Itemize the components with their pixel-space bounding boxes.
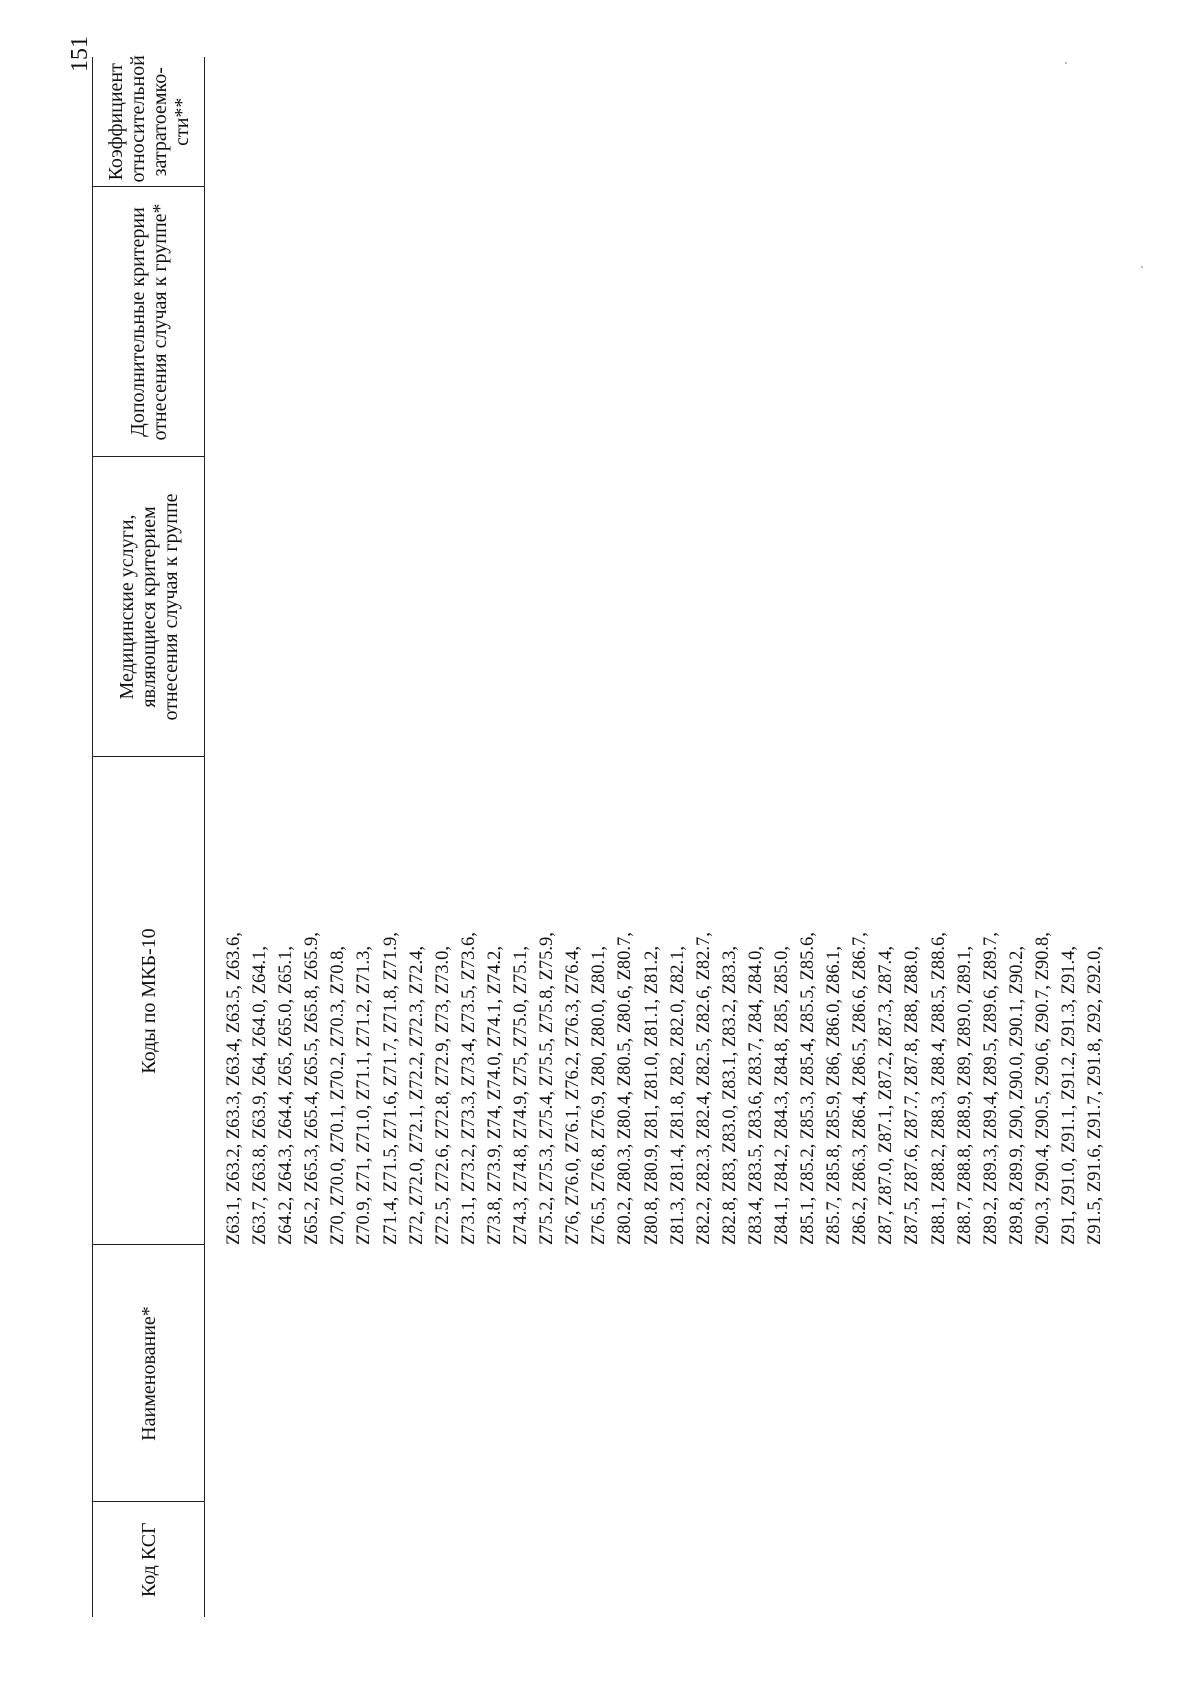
header-ksg-code: Код КСГ [93, 1502, 205, 1617]
cell-icd10-codes [205, 757, 1109, 1245]
icd10-code-line: Z70.9, Z71, Z71.0, Z71.1, Z71.2, Z71.3, [354, 945, 375, 1245]
icd10-code-line: Z74.3, Z74.8, Z74.9, Z75, Z75.0, Z75.1, [511, 945, 532, 1245]
icd10-code-line: Z63.1, Z63.2, Z63.3, Z63.4, Z63.5, Z63.6, [224, 932, 244, 1245]
icd10-code-line: Z73.8, Z73.9, Z74, Z74.0, Z74.1, Z74.2, [484, 945, 505, 1245]
icd10-code-line: Z84.1, Z84.2, Z84.3, Z84.8, Z85, Z85.0, [771, 945, 792, 1245]
icd10-code-line: Z65.2, Z65.3, Z65.4, Z65.5, Z65.8, Z65.9, [302, 932, 323, 1245]
icd10-code-line: Z75.2, Z75.3, Z75.4, Z75.5, Z75.8, Z75.9, [537, 932, 558, 1245]
cell-coefficient [205, 57, 1109, 187]
icd10-code-line: Z72.5, Z72.6, Z72.8, Z72.9, Z73, Z73.0, [432, 945, 453, 1245]
header-coefficient: Коэффициент относительной затратоемко-сти** [93, 57, 205, 187]
icd10-code-line: Z86.2, Z86.3, Z86.4, Z86.5, Z86.6, Z86.7, [850, 932, 871, 1245]
icd10-code-line: Z71.4, Z71.5, Z71.6, Z71.7, Z71.8, Z71.9, [380, 932, 401, 1245]
icd10-code-line: Z81.3, Z81.4, Z81.8, Z82, Z82.0, Z82.1, [667, 945, 688, 1245]
icd10-code-line: Z80.8, Z80.9, Z81, Z81.0, Z81.1, Z81.2, [641, 945, 662, 1245]
scan-speck [1065, 62, 1067, 64]
icd10-code-line: Z72, Z72.0, Z72.1, Z72.2, Z72.3, Z72.4, [406, 945, 427, 1245]
icd10-code-line: Z89.2, Z89.3, Z89.4, Z89.5, Z89.6, Z89.7, [980, 932, 1001, 1245]
icd10-code-line: Z85.1, Z85.2, Z85.3, Z85.4, Z85.5, Z85.6, [798, 932, 819, 1245]
icd10-code-line: Z70, Z70.0, Z70.1, Z70.2, Z70.3, Z70.8, [328, 945, 349, 1245]
icd10-code-line: Z87, Z87.0, Z87.1, Z87.2, Z87.3, Z87.4, [876, 945, 897, 1245]
icd10-code-line: Z73.1, Z73.2, Z73.3, Z73.4, Z73.5, Z73.6, [458, 932, 479, 1245]
cell-name [205, 1245, 1109, 1502]
icd10-code-line: Z88.7, Z88.8, Z88.9, Z89, Z89.0, Z89.1, [954, 945, 975, 1245]
header-icd10-codes: Коды по МКБ-10 [93, 757, 205, 1245]
scan-speck [1141, 266, 1143, 268]
table-row [205, 57, 1109, 1617]
icd10-code-line: Z64.2, Z64.3, Z64.4, Z65, Z65.0, Z65.1, [276, 945, 297, 1245]
icd10-code-line: Z80.2, Z80.3, Z80.4, Z80.5, Z80.6, Z80.7, [615, 932, 636, 1245]
cell-additional-criteria [205, 187, 1109, 457]
icd10-code-line: Z88.1, Z88.2, Z88.3, Z88.4, Z88.5, Z88.6, [928, 932, 949, 1245]
header-medical-services: Медицинские услуги, являющиеся критерием отнесения случая к группе [93, 457, 205, 757]
icd10-code-line: Z63.7, Z63.8, Z63.9, Z64, Z64.0, Z64.1, [250, 945, 271, 1245]
icd10-code-line: Z76.5, Z76.8, Z76.9, Z80, Z80.0, Z80.1, [589, 945, 610, 1245]
header-name: Наименование* [93, 1245, 205, 1502]
icd10-code-line: Z82.2, Z82.3, Z82.4, Z82.5, Z82.6, Z82.7, [693, 932, 714, 1245]
icd10-code-line: Z85.7, Z85.8, Z85.9, Z86, Z86.0, Z86.1, [824, 945, 845, 1245]
icd10-code-line: Z83.4, Z83.5, Z83.6, Z83.7, Z84, Z84.0, [745, 945, 766, 1245]
icd10-code-line: Z82.8, Z83, Z83.0, Z83.1, Z83.2, Z83.3, [719, 945, 740, 1245]
page-number: 151 [67, 36, 93, 72]
cell-medical-services [205, 457, 1109, 757]
cell-ksg-code [205, 1502, 1109, 1617]
icd10-code-line: Z90.3, Z90.4, Z90.5, Z90.6, Z90.7, Z90.8, [1032, 932, 1053, 1245]
ksg-table [92, 57, 1108, 1617]
table-header-row [93, 57, 205, 1617]
icd10-code-line: Z89.8, Z89.9, Z90, Z90.0, Z90.1, Z90.2, [1006, 945, 1027, 1245]
icd10-code-line: Z91.5, Z91.6, Z91.7, Z91.8, Z92, Z92.0, [1085, 945, 1106, 1245]
icd10-code-line: Z87.5, Z87.6, Z87.7, Z87.8, Z88, Z88.0, [902, 945, 923, 1245]
icd10-code-line: Z91, Z91.0, Z91.1, Z91.2, Z91.3, Z91.4, [1059, 945, 1079, 1245]
header-additional-criteria: Дополнительные критерии отнесения случая к группе* [93, 187, 205, 457]
icd10-code-line: Z76, Z76.0, Z76.1, Z76.2, Z76.3, Z76.4, [563, 945, 584, 1245]
